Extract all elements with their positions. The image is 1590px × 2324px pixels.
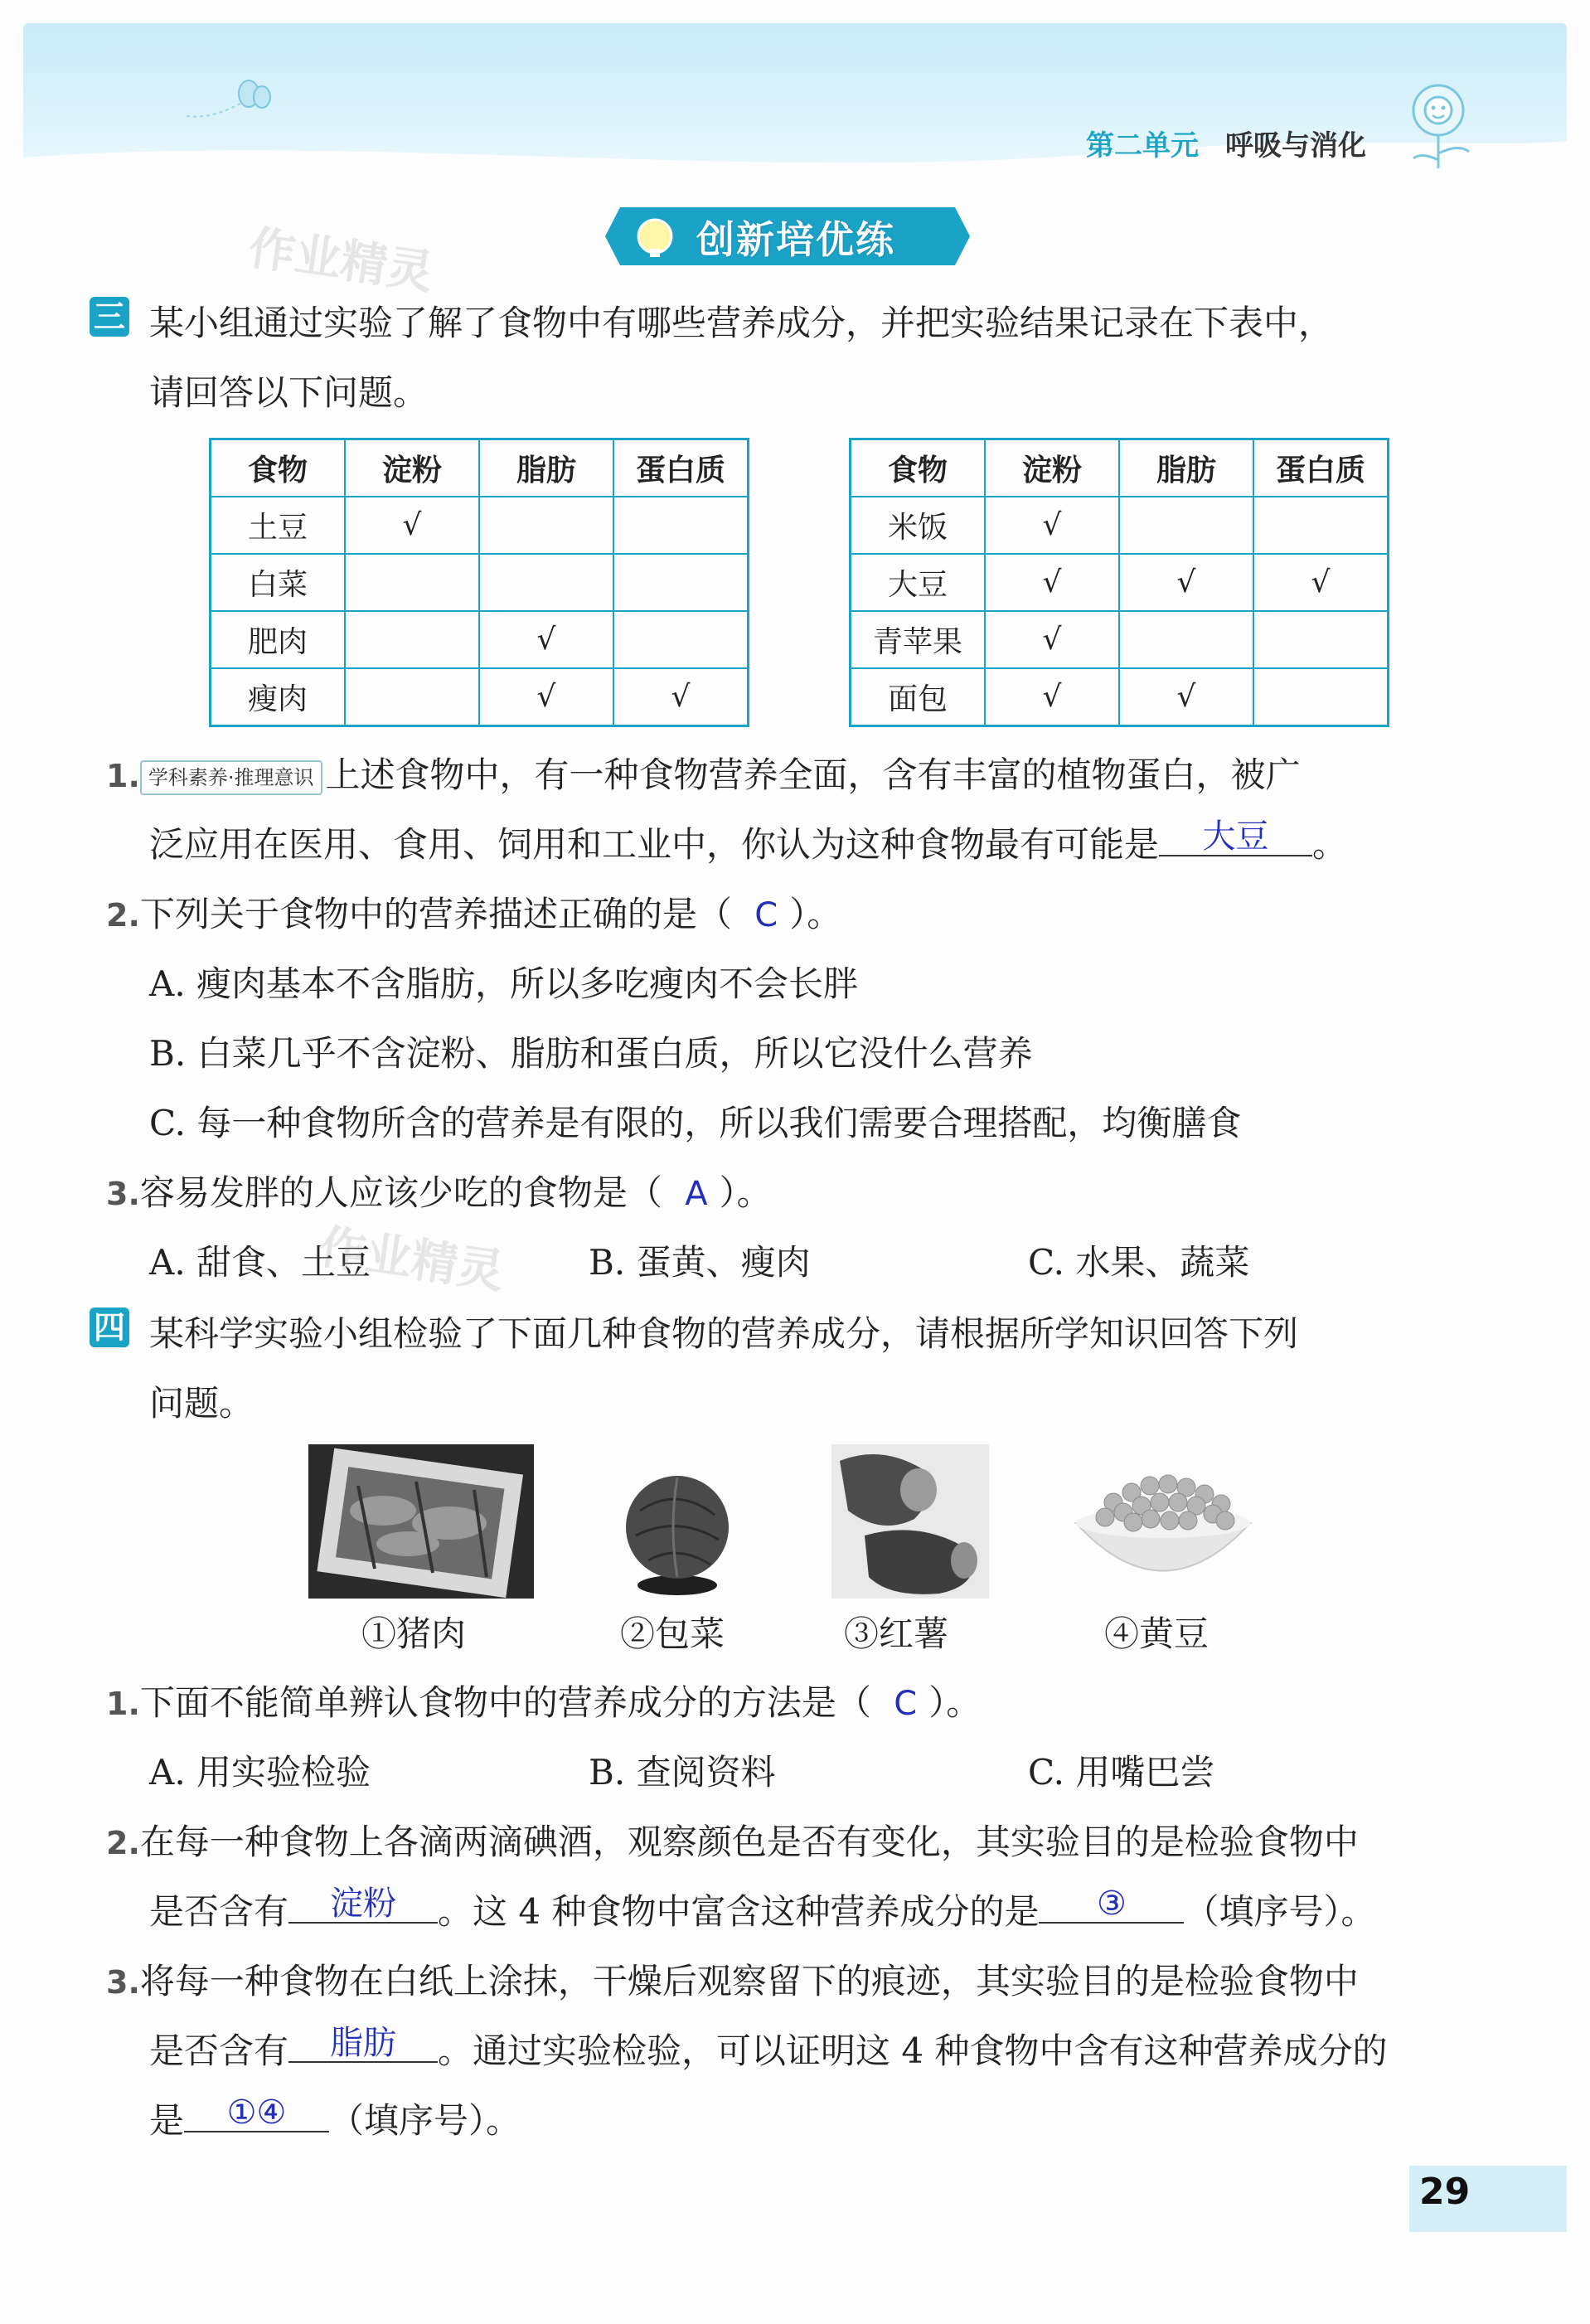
question-text: （填序号）。 xyxy=(329,2100,521,2141)
table-header-cell: 脂肪 xyxy=(1119,439,1253,497)
question-number: 2. xyxy=(106,1825,140,1861)
question-text: （填序号）。 xyxy=(1184,1891,1376,1932)
answer-blank[interactable] xyxy=(288,2018,438,2063)
table-row xyxy=(851,668,1389,726)
table-cell xyxy=(345,554,479,611)
table-cell: 白菜 xyxy=(211,554,346,611)
option-a: A. 甜食、土豆 xyxy=(149,1242,371,1283)
watermark: 作业精灵 xyxy=(315,1220,507,1300)
table-header-cell: 淀粉 xyxy=(985,439,1119,497)
answer-blank[interactable] xyxy=(1159,812,1312,856)
question-text: 在每一种食物上各滴两滴碘酒，观察颜色是否有变化，其实验目的是检验食物中 xyxy=(139,1822,1359,1862)
image-caption: ④黄豆 xyxy=(1104,1613,1209,1654)
table-cell: √ xyxy=(345,497,479,554)
table-cell xyxy=(345,611,479,668)
answer-text: 淀粉 xyxy=(330,1885,397,1923)
watermark: 作业精灵 xyxy=(245,221,437,301)
option-b: B. 蛋黄、瘦肉 xyxy=(589,1242,811,1283)
table-cell: √ xyxy=(985,554,1119,611)
table-cell: 瘦肉 xyxy=(211,668,346,726)
table-row xyxy=(211,611,749,668)
option-c: C. 水果、蔬菜 xyxy=(1028,1242,1250,1283)
question-number: 2. xyxy=(106,897,140,934)
question-text: 上述食物中，有一种食物营养全面，含有丰富的植物蛋白，被广 xyxy=(325,754,1301,795)
s4-q1-stem xyxy=(106,1668,981,1739)
section-title: 创新培优练 xyxy=(696,217,895,262)
table-cell: √ xyxy=(613,668,749,726)
question-text: 容易发胖的人应该少吃的食物是（ xyxy=(139,1172,662,1213)
question-text: 下面不能简单辨认食物中的营养成分的方法是（ xyxy=(139,1682,871,1723)
table-row xyxy=(211,554,749,611)
question-text: 。这 4 种食物中富含这种营养成分的是 xyxy=(438,1891,1040,1932)
question-text: 将每一种食物在白纸上涂抹，干燥后观察留下的痕迹，其实验目的是检验食物中 xyxy=(139,1961,1359,2001)
question-text: 下列关于食物中的营养描述正确的是（ xyxy=(139,894,732,934)
option-a: A. 用实验检验 xyxy=(149,1752,371,1793)
table-cell: √ xyxy=(479,611,613,668)
table-cell: 土豆 xyxy=(211,497,346,554)
skill-tag: 学科素养·推理意识 xyxy=(140,760,322,795)
table-cell xyxy=(479,497,613,554)
table-row xyxy=(851,497,1389,554)
table-cell xyxy=(479,554,613,611)
table-header-cell: 淀粉 xyxy=(345,439,479,497)
section-badge-3: 三 xyxy=(90,297,129,337)
image-caption: ③红薯 xyxy=(844,1613,949,1654)
answer-text: C xyxy=(754,896,778,934)
table-cell: √ xyxy=(985,668,1119,726)
s3-q3-stem xyxy=(106,1158,772,1229)
option-a: A. 瘦肉基本不含脂肪，所以多吃瘦肉不会长胖 xyxy=(149,963,859,1004)
table-row xyxy=(851,554,1389,611)
soybean-photo xyxy=(1064,1444,1263,1599)
table-cell xyxy=(613,497,749,554)
image-caption: ②包菜 xyxy=(620,1613,725,1654)
s4-q3-line1 xyxy=(106,1947,1359,2017)
question-number: 1. xyxy=(106,758,140,794)
table-row xyxy=(211,668,749,726)
question-number: 3. xyxy=(106,1176,140,1212)
answer-text: A xyxy=(685,1175,708,1213)
question-text: 是否含有 xyxy=(149,1891,289,1932)
table-row xyxy=(211,497,749,554)
table-row xyxy=(851,611,1389,668)
table-header-cell: 蛋白质 xyxy=(1253,439,1389,497)
question-number: 3. xyxy=(106,1964,140,2001)
sunflower-icon xyxy=(1401,79,1484,170)
nutrition-table-left xyxy=(209,438,749,727)
table-cell: 米饭 xyxy=(851,497,986,554)
unit-topic: 呼吸与消化 xyxy=(1225,129,1366,163)
nutrition-table-right xyxy=(849,438,1389,727)
answer-text: C xyxy=(894,1685,918,1723)
question-text: 泛应用在医用、食用、饲用和工业中，你认为这种食物最有可能是 xyxy=(149,824,1160,865)
answer-text: ③ xyxy=(1097,1885,1127,1923)
table-cell xyxy=(1253,668,1389,726)
table-header-cell: 蛋白质 xyxy=(613,439,749,497)
s3-q1-line2 xyxy=(149,810,1347,880)
answer-blank[interactable] xyxy=(1039,1879,1184,1924)
question-text: 是 xyxy=(149,2100,185,2141)
unit-label: 第二单元 xyxy=(1086,129,1199,163)
table-cell: 肥肉 xyxy=(211,611,346,668)
table-cell: √ xyxy=(1119,668,1253,726)
butterfly-icon xyxy=(182,70,274,129)
punctuation: ）。 xyxy=(789,894,842,934)
option-c: C. 每一种食物所含的营养是有限的，所以我们需要合理搭配，均衡膳食 xyxy=(149,1103,1242,1143)
table-cell xyxy=(345,668,479,726)
page-number: 29 xyxy=(1419,2171,1471,2213)
table-cell: √ xyxy=(985,497,1119,554)
option-b: B. 查阅资料 xyxy=(589,1752,776,1793)
table-cell xyxy=(1119,497,1253,554)
question-text: 是否含有 xyxy=(149,2030,289,2071)
punctuation: 。 xyxy=(1312,824,1348,865)
section4-intro-line2: 问题。 xyxy=(149,1383,254,1424)
section3-intro-line2: 请回答以下问题。 xyxy=(149,372,429,413)
punctuation: ）。 xyxy=(719,1172,772,1213)
answer-text: 大豆 xyxy=(1202,818,1269,856)
answer-text: 脂肪 xyxy=(330,2024,397,2062)
answer-blank[interactable] xyxy=(184,2088,329,2132)
table-header-cell: 食物 xyxy=(211,439,346,497)
table-cell xyxy=(1119,611,1253,668)
option-c: C. 用嘴巴尝 xyxy=(1028,1752,1215,1793)
table-cell xyxy=(1253,497,1389,554)
s3-q1-line1 xyxy=(106,740,1301,811)
table-header-cell: 脂肪 xyxy=(479,439,613,497)
image-caption: ①猪肉 xyxy=(361,1613,467,1654)
option-b: B. 白菜几乎不含淀粉、脂肪和蛋白质，所以它没什么营养 xyxy=(149,1033,1033,1074)
table-cell xyxy=(613,611,749,668)
punctuation: ）。 xyxy=(928,1682,982,1723)
table-cell: √ xyxy=(1119,554,1253,611)
answer-text: ①④ xyxy=(226,2094,287,2132)
cabbage-photo xyxy=(615,1444,739,1599)
question-text: 。通过实验检验，可以证明这 4 种食物中含有这种营养成分的 xyxy=(438,2030,1388,2071)
pork-photo xyxy=(308,1444,534,1599)
s4-q3-line3 xyxy=(149,2086,521,2156)
table-cell: 大豆 xyxy=(851,554,986,611)
table-cell: √ xyxy=(985,611,1119,668)
table-cell: 面包 xyxy=(851,668,986,726)
table-header-row xyxy=(211,439,749,497)
question-number: 1. xyxy=(106,1686,140,1722)
table-cell: √ xyxy=(1253,554,1389,611)
table-cell: 青苹果 xyxy=(851,611,986,668)
s3-q2-stem xyxy=(106,880,841,950)
section-badge-4: 四 xyxy=(90,1308,129,1347)
s4-q2-line2 xyxy=(149,1877,1375,1947)
s4-q2-line1 xyxy=(106,1807,1359,1878)
table-header-row xyxy=(851,439,1389,497)
table-cell xyxy=(1253,611,1389,668)
table-cell: √ xyxy=(479,668,613,726)
table-header-cell: 食物 xyxy=(851,439,986,497)
table-cell xyxy=(613,554,749,611)
section4-intro-line1: 某科学实验小组检验了下面几种食物的营养成分，请根据所学知识回答下列 xyxy=(149,1313,1299,1354)
sweet-potato-photo xyxy=(831,1444,989,1599)
answer-blank[interactable] xyxy=(288,1879,438,1924)
s4-q3-line2 xyxy=(149,2016,1387,2086)
section3-intro-line1: 某小组通过实验了解了食物中有哪些营养成分，并把实验结果记录在下表中， xyxy=(149,303,1334,343)
